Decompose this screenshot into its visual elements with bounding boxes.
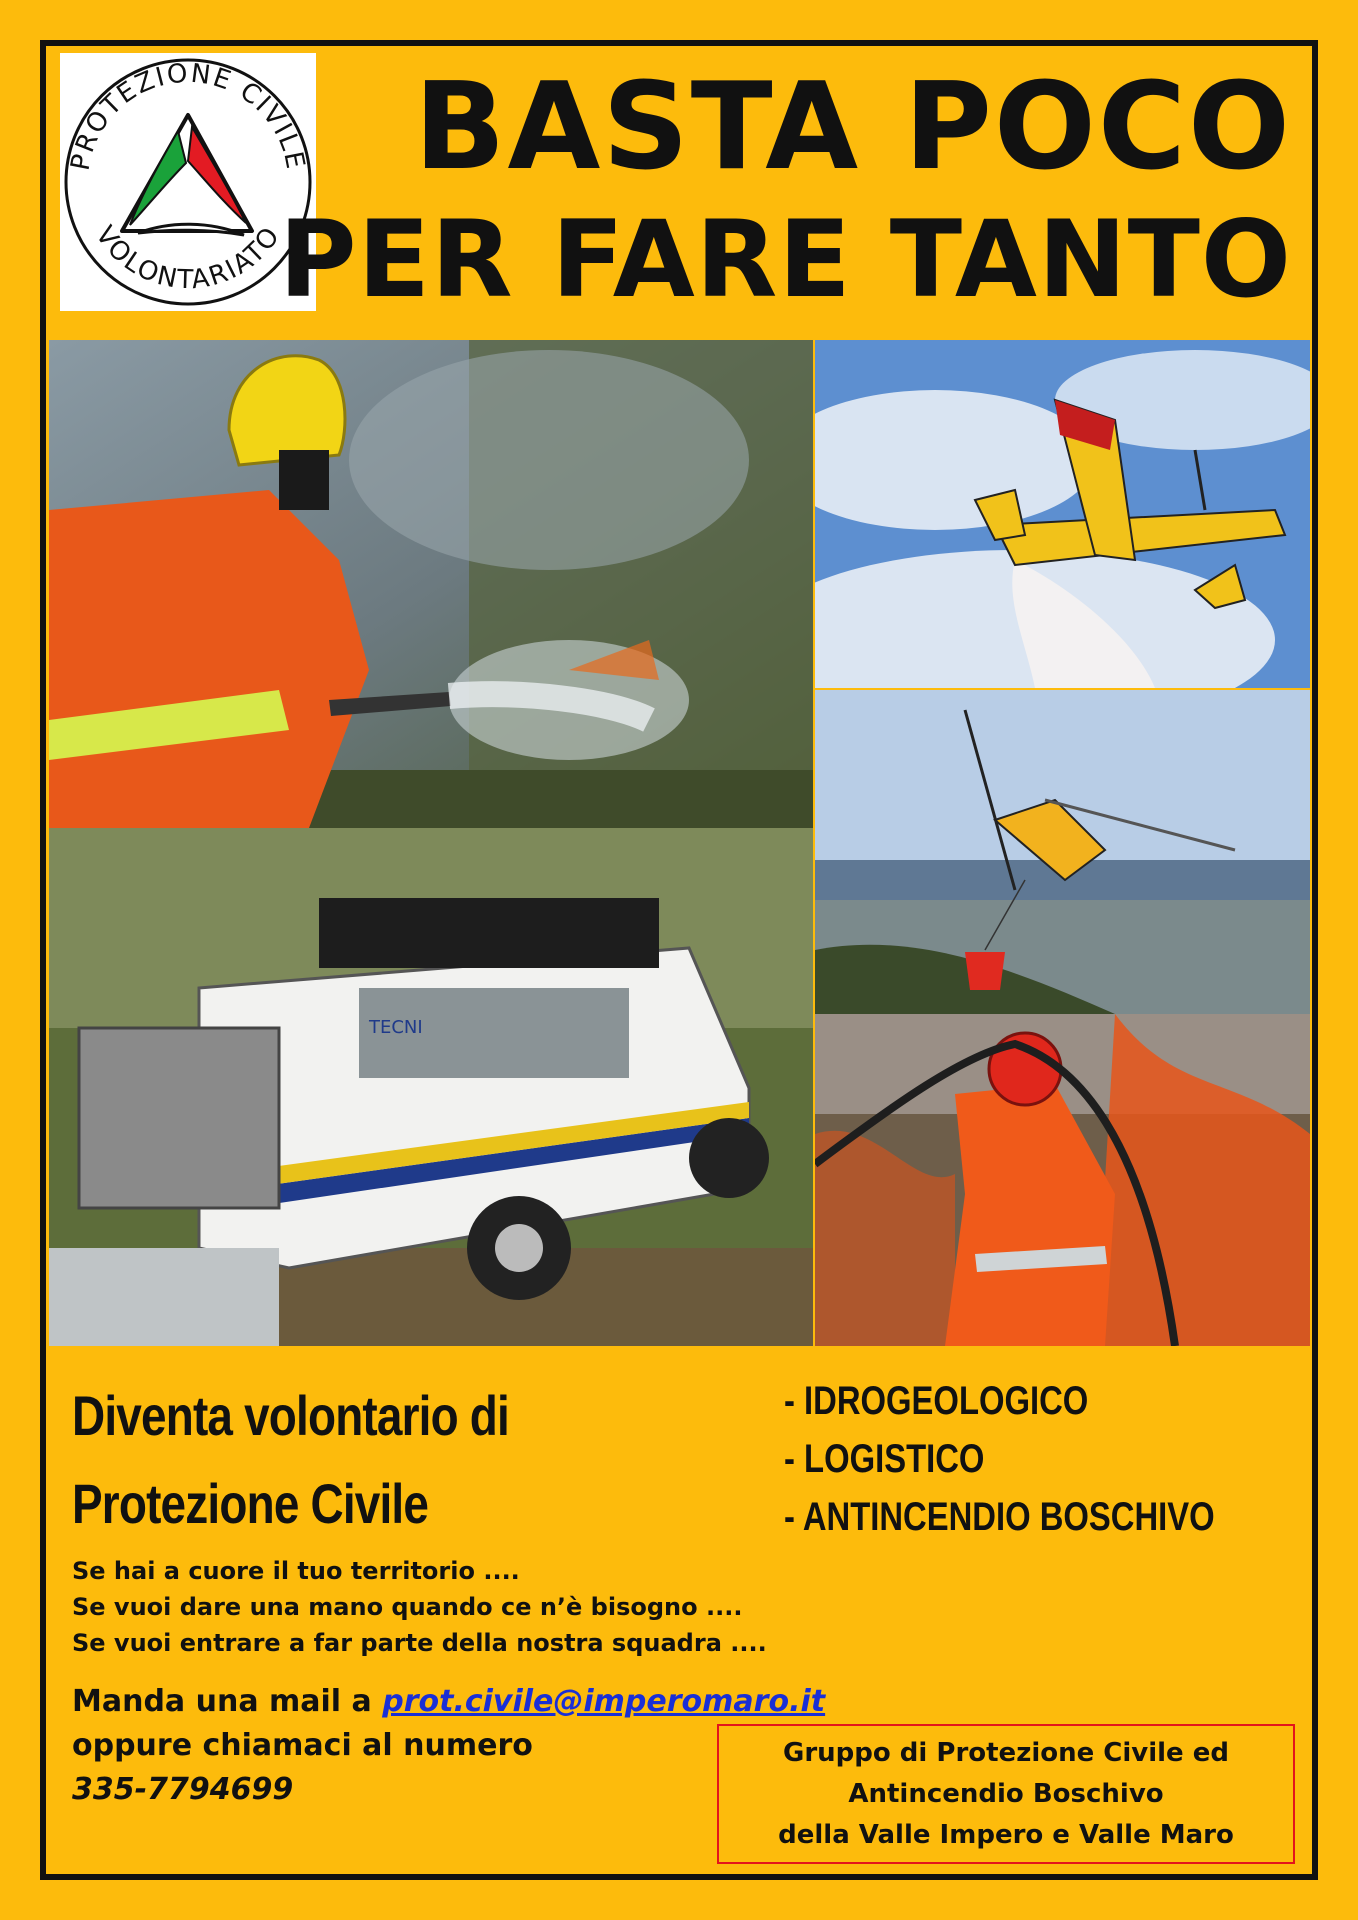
sector-item: - LOGISTICO <box>784 1430 1215 1488</box>
mail-prefix: Manda una mail a <box>72 1684 383 1719</box>
group-line-3: della Valle Impero e Valle Maro <box>778 1819 1234 1850</box>
headline-line-1: BASTA POCO <box>414 58 1292 197</box>
logo-ring-top: PROTEZIONE CIVILE <box>65 58 311 173</box>
email-link[interactable]: prot.civile@imperomaro.it <box>382 1684 826 1719</box>
photo-helicopter-bucket <box>815 690 1310 1014</box>
photo-firefighter-spraying <box>49 340 813 828</box>
pitch-line: Se vuoi entrare a far parte della nostra squadra .... <box>72 1629 767 1657</box>
group-line-1: Gruppo di Protezione Civile ed <box>783 1737 1229 1768</box>
pitch-line: Se hai a cuore il tuo territorio .... <box>72 1557 520 1585</box>
group-line-2: Antincendio Boschivo <box>848 1778 1164 1809</box>
pitch-line: Se vuoi dare una mano quando ce n’è bisogno .... <box>72 1593 743 1621</box>
vehicle-label: TECNI <box>369 1017 423 1038</box>
call-text: oppure chiamaci al numero <box>72 1728 533 1763</box>
mail-line <box>72 1680 825 1724</box>
invite-line-2: Protezione Civile <box>72 1472 429 1535</box>
sectors-list <box>784 1372 1215 1546</box>
photo-fire-vehicle <box>49 828 813 1346</box>
sector-item: - IDROGEOLOGICO <box>784 1372 1215 1430</box>
headline <box>278 58 1292 326</box>
invite-line-1: Diventa volontario di <box>72 1384 509 1447</box>
headline-line-2: PER FARE TANTO <box>278 198 1292 321</box>
phone-number[interactable]: 335-7794699 <box>72 1772 294 1807</box>
logo-ring-bottom: VOLONTARIATO <box>89 220 287 296</box>
pitch-text <box>72 1553 767 1661</box>
sector-item: - ANTINCENDIO BOSCHIVO <box>784 1488 1215 1546</box>
photo-canadair-plane <box>815 340 1310 688</box>
photo-firefighter-hose <box>815 1014 1310 1346</box>
contact-info <box>72 1680 825 1812</box>
invite-heading <box>72 1372 509 1548</box>
group-name-box <box>717 1724 1295 1864</box>
protezione-civile-logo <box>60 53 316 311</box>
